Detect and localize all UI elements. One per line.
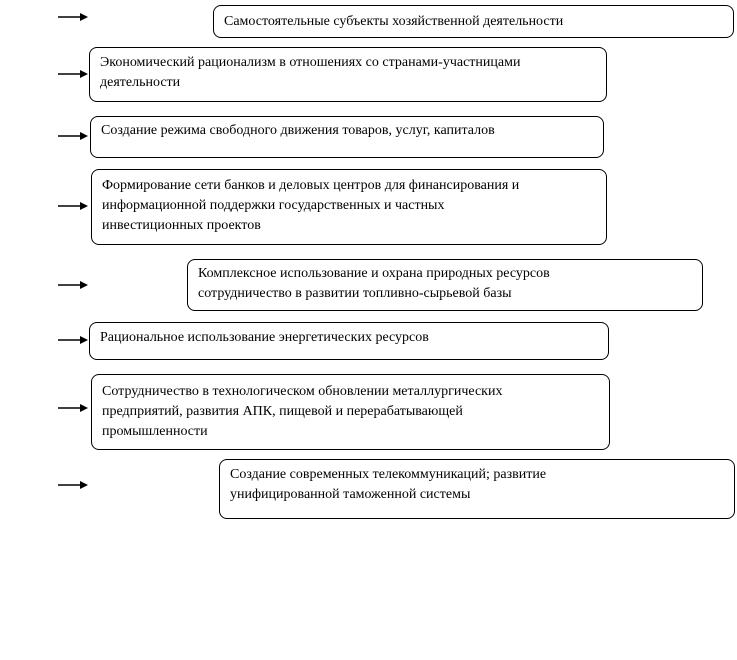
arrow-7-icon <box>58 403 88 413</box>
arrow-5-icon <box>58 280 88 290</box>
arrow-8-icon <box>58 480 88 490</box>
arrow-6-icon <box>58 335 88 345</box>
box-free-movement: Создание режима свободного движения товаров, услуг, капиталов <box>90 116 604 158</box>
arrow-1-icon <box>58 12 88 22</box>
box-economic-rationalism: Экономический рационализм в отношениях со странами-участницами деятельности <box>89 47 607 102</box>
arrow-3-icon <box>58 131 88 141</box>
box-technological-renewal: Сотрудничество в технологическом обновлении металлургических предприятий, развития АПК, пищевой и перерабатывающей промышленности <box>91 374 610 450</box>
arrow-2-icon <box>58 69 88 79</box>
box-bank-network: Формирование сети банков и деловых центров для финансирования и информационной поддержки государственных и частных инвестиционных проектов <box>91 169 607 245</box>
box-independent-entities: Самостоятельные субъекты хозяйственной деятельности <box>213 5 734 38</box>
box-telecommunications: Создание современных телекоммуникаций; развитие унифицированной таможенной системы <box>219 459 735 519</box>
box-energy-resources: Рациональное использование энергетических ресурсов <box>89 322 609 360</box>
box-natural-resources: Комплексное использование и охрана природных ресурсов сотрудничество в развитии топливно-сырьевой базы <box>187 259 703 311</box>
arrow-4-icon <box>58 201 88 211</box>
